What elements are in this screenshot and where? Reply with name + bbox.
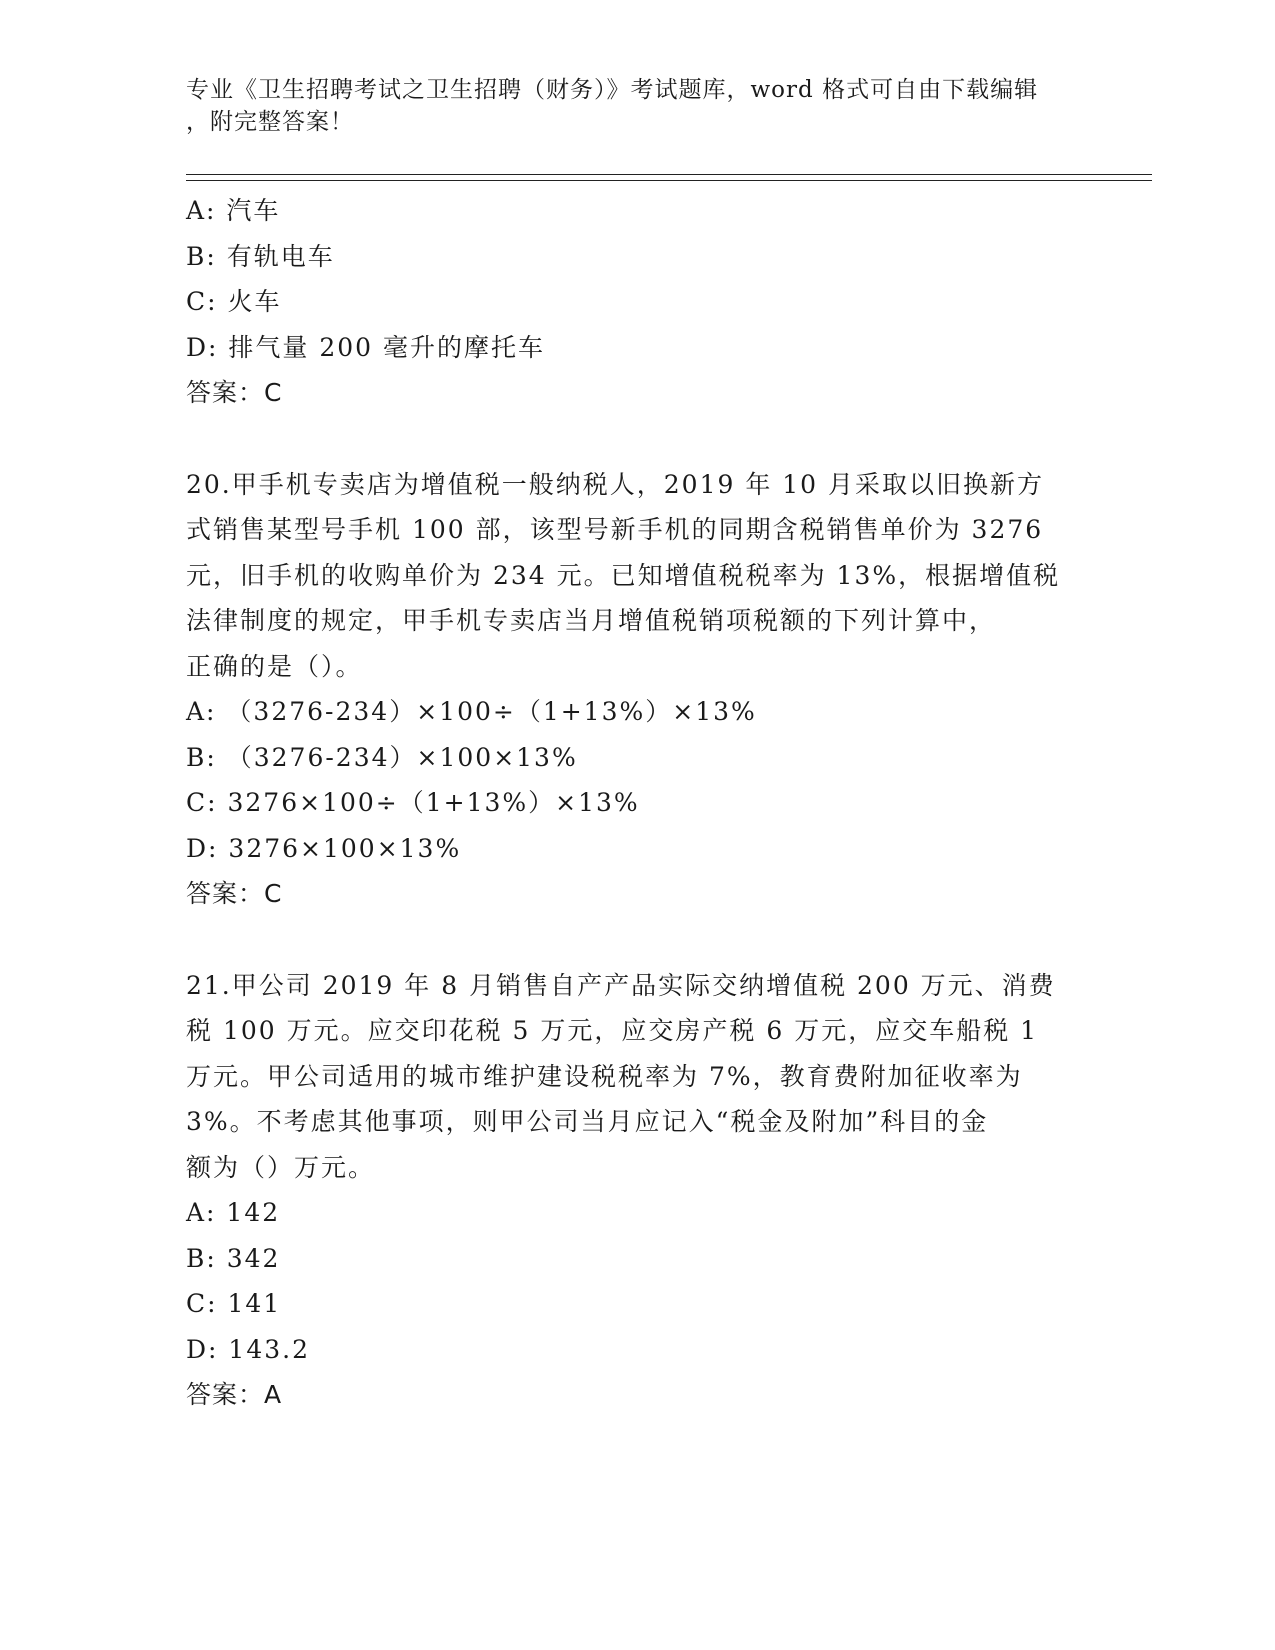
option-c: C: 火车 [186,287,282,316]
option-a: A: 汽车 [186,196,281,225]
option-c: C: 141 [186,1289,282,1318]
question-19 [186,188,1086,416]
question-21 [186,963,1086,1418]
document-header [186,74,1066,138]
question-21-text-line: 万元。甲公司适用的城市维护建设税税率为 7%，教育费附加征收率为 [186,1061,1023,1091]
question-21-text-line: 21.甲公司 2019 年 8 月销售自产产品实际交纳增值税 200 万元、消费 [186,970,1056,1000]
header-line-1: 专业《卫生招聘考试之卫生招聘（财务）》考试题库，word 格式可自由下载编辑 [186,77,1039,103]
option-d: D: 排气量 200 毫升的摩托车 [186,332,546,362]
option-d: D: 3276×100×13% [186,833,462,863]
header-rule-bottom [186,180,1152,181]
question-20-text-line: 元，旧手机的收购单价为 234 元。已知增值税税率为 13%，根据增值税 [186,560,1061,590]
question-20-text-line: 法律制度的规定，甲手机专卖店当月增值税销项税额的下列计算中， [186,606,997,635]
header-line-2: ，附完整答案！ [186,109,354,135]
question-20 [186,462,1086,917]
question-21-text-line: 税 100 万元。应交印花税 5 万元，应交房产税 6 万元，应交车船税 1 [186,1016,1039,1045]
option-b: B: 有轨电车 [186,241,335,271]
option-a: A: 142 [186,1198,281,1227]
question-21-text-line: 额为（）万元。 [186,1152,376,1182]
option-b: B: 342 [186,1243,281,1273]
question-20-text-line: 正确的是（）。 [186,651,363,681]
header-rule-top [186,174,1152,175]
option-d: D: 143.2 [186,1334,310,1364]
option-b: B: （3276-234）×100×13% [186,742,578,772]
answer-21: 答案：A [186,1380,283,1409]
question-20-text-line: 式销售某型号手机 100 部，该型号新手机的同期含税销售单价为 3276 [186,515,1044,544]
question-20-text-line: 20.甲手机专卖店为增值税一般纳税人，2019 年 10 月采取以旧换新方 [186,469,1045,499]
question-21-text-line: 3%。不考虑其他事项，则甲公司当月应记入“税金及附加”科目的金 [186,1107,989,1136]
answer-19: 答案：C [186,378,283,407]
option-c: C: 3276×100÷（1+13%）×13% [186,788,640,817]
answer-20: 答案：C [186,879,283,908]
option-a: A: （3276-234）×100÷（1+13%）×13% [186,697,757,726]
question-list [186,188,1086,1418]
